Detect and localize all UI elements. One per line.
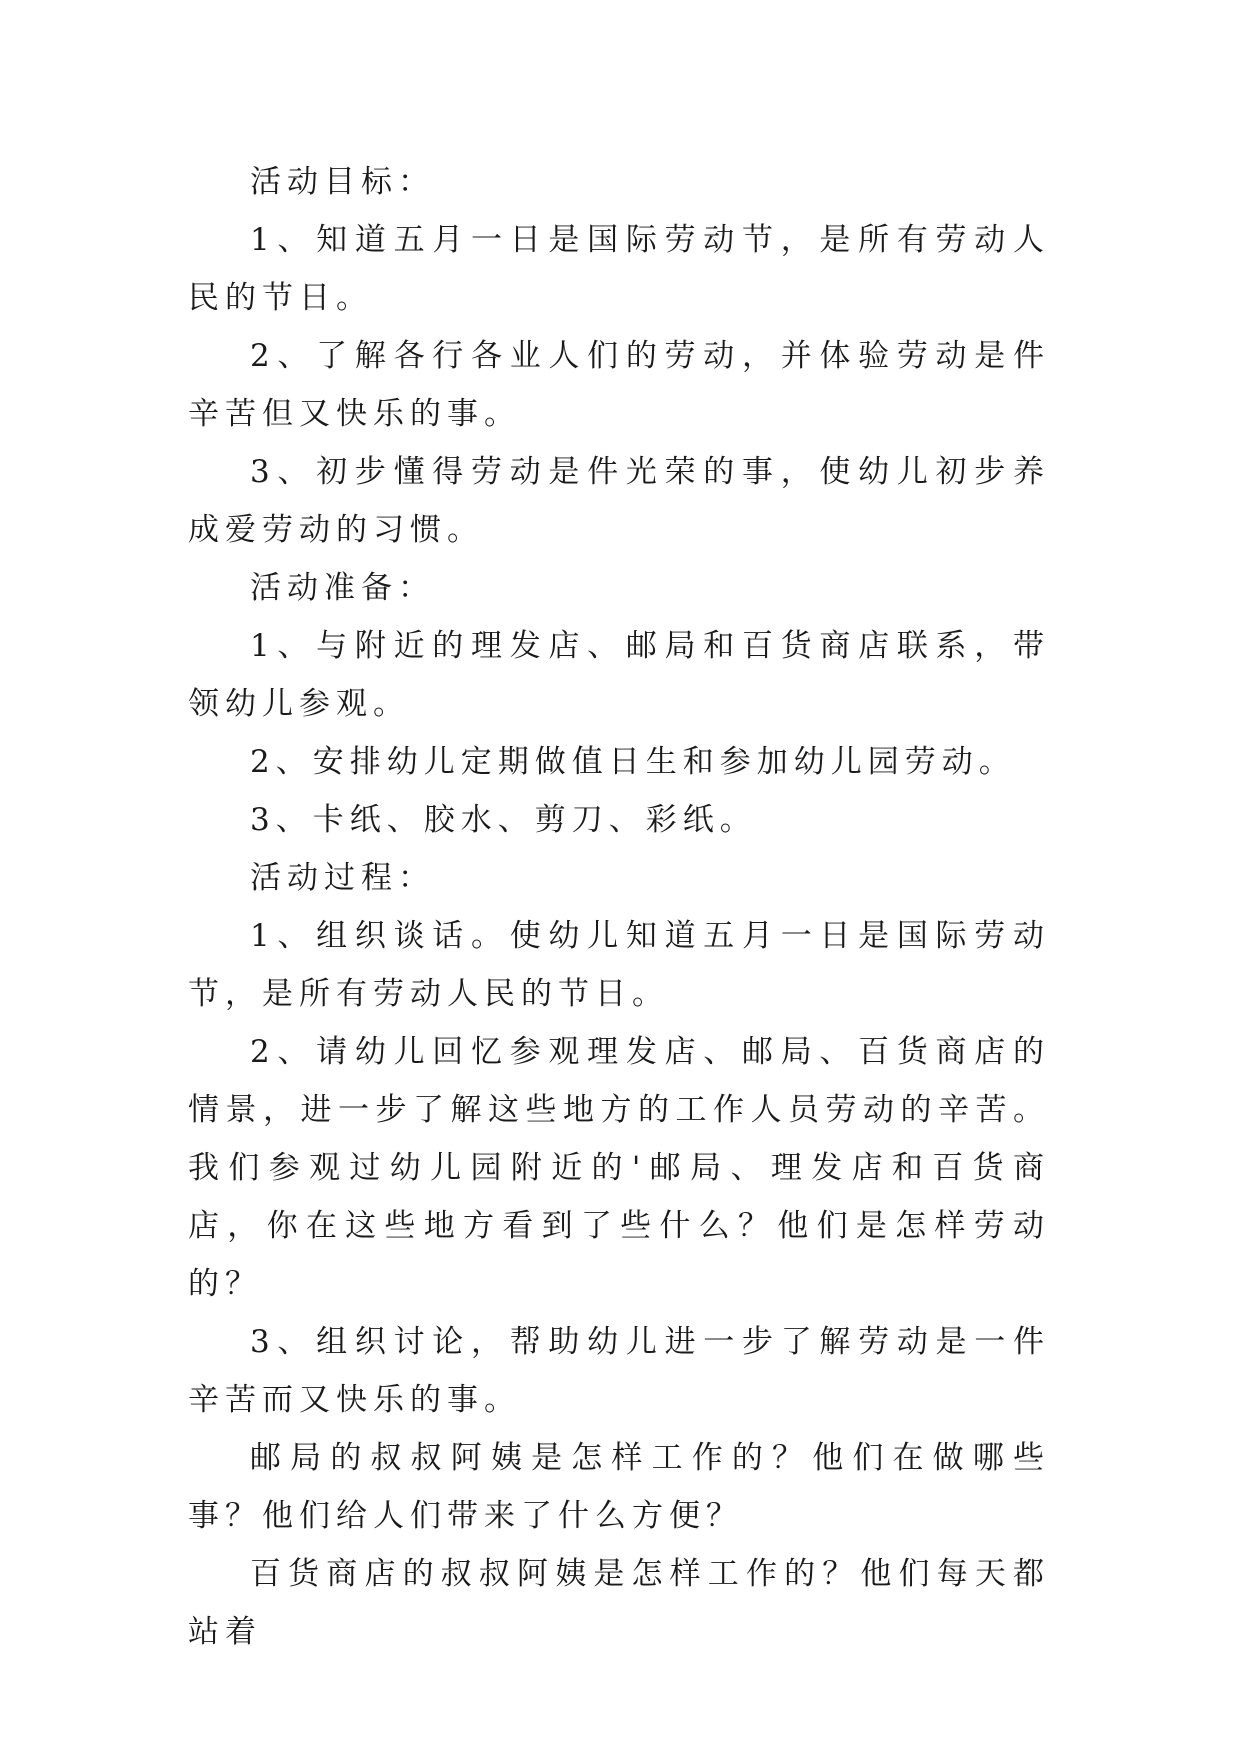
process-item-3: 3、组织讨论，帮助幼儿进一步了解劳动是一件辛苦而又快乐的事。: [188, 1324, 1050, 1418]
goal-item-3: 3、初步懂得劳动是件光荣的事，使幼儿初步养成爱劳动的习惯。: [188, 454, 1050, 548]
process-item-1: 1、组织谈话。使幼儿知道五月一日是国际劳动节，是所有劳动人民的节日。: [188, 918, 1050, 1012]
discussion-question-department-store: 百货商店的叔叔阿姨是怎样工作的？他们每天都站着: [188, 1556, 1050, 1650]
heading-activity-process: 活动过程：: [250, 860, 435, 896]
discussion-question-post-office: 邮局的叔叔阿姨是怎样工作的？他们在做哪些事？他们给人们带来了什么方便？: [188, 1440, 1050, 1534]
heading-activity-goals: 活动目标：: [250, 164, 435, 200]
preparation-item-2: 2、安排幼儿定期做值日生和参加幼儿园劳动。: [250, 744, 1016, 780]
document-body: [188, 153, 1050, 1661]
goal-item-2: 2、了解各行各业人们的劳动，并体验劳动是件辛苦但又快乐的事。: [188, 338, 1050, 432]
preparation-item-1: 1、与附近的理发店、邮局和百货商店联系，带领幼儿参观。: [188, 628, 1050, 722]
process-item-2: 2、请幼儿回忆参观理发店、邮局、百货商店的情景，进一步了解这些地方的工作人员劳动的辛苦。我们参观过幼儿园附近的'邮局、理发店和百货商店，你在这些地方看到了些什么？他们是怎样劳动的？: [188, 1034, 1050, 1302]
goal-item-1: 1、知道五月一日是国际劳动节，是所有劳动人民的节日。: [188, 222, 1050, 316]
heading-activity-preparation: 活动准备：: [250, 570, 435, 606]
preparation-item-3: 3、卡纸、胶水、剪刀、彩纸。: [250, 802, 757, 838]
